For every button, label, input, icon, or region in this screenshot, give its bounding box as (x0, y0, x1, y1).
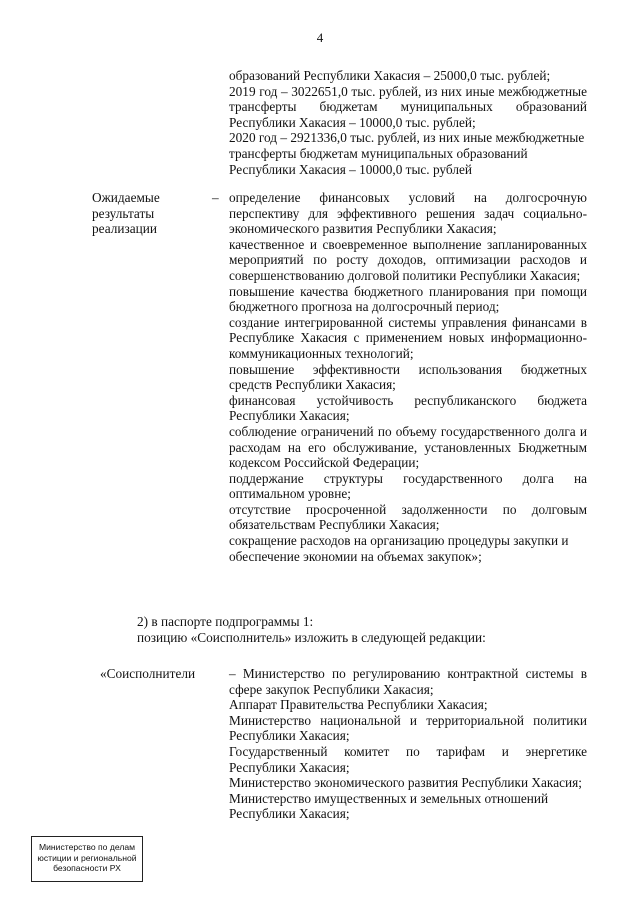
ministry-stamp (31, 836, 143, 882)
result-item: качественное и своевременное выполнение запланированных мероприятий по росту доходов, оптимизации расходов и совершенствованию долговой политики Республики Хакасия; (229, 236, 587, 283)
coexecutor-item: Государственный комитет по тарифам и энергетике Республики Хакасия; (229, 743, 587, 775)
result-item: поддержание структуры государственного долга на оптимальном уровне; (229, 470, 587, 502)
budget-amount-item: 2020 год – 2921336,0 тыс. рублей, из них иные межбюджетные трансферты бюджетам муниципальных образований Республики Хакасия – 10000,0 тыс. рублей (229, 130, 585, 177)
result-item: определение финансовых условий на долгосрочную перспективу для эффективного решения задач социально-экономического развития Республики Хакасия; (229, 190, 587, 237)
results-dash: – (212, 190, 219, 205)
coexecutor-item: – Министерство по регулированию контрактной системы в сфере закупок Республики Хакасия; (229, 666, 587, 697)
stamp-line: юстиции и региональной (37, 852, 137, 863)
results-label: Ожидаемые результаты реализации (92, 190, 160, 237)
instruction-line-2: позицию «Соисполнитель» изложить в следующей редакции: (137, 630, 486, 645)
budget-amounts-block (229, 68, 587, 177)
coexecutor-item: Министерство имущественных и земельных отношений Республики Хакасия; (229, 790, 549, 822)
coexecutor-item: Министерство экономического развития Республики Хакасия; (229, 775, 582, 791)
coexecutor-item: Аппарат Правительства Республики Хакасия; (229, 697, 488, 713)
result-item: соблюдение ограничений по объему государственного долга и расходам на его обслуживание, установленных Бюджетным кодексом Российской Федерации; (229, 423, 587, 471)
coexecutors-list (229, 666, 587, 822)
budget-amount-item: 2019 год – 3022651,0 тыс. рублей, из них иные межбюджетные трансферты бюджетам муниципальных образований Республики Хакасия – 10000,0 тыс. рублей; (229, 83, 587, 130)
coexecutor-item: Министерство национальной и территориальной политики Республики Хакасия; (229, 712, 587, 744)
result-item: сокращение расходов на организацию процедуры закупки и обеспечение экономии на объемах закупок»; (229, 533, 569, 564)
stamp-line: Министерство по делам (38, 842, 136, 852)
result-item: финансовая устойчивость республиканского бюджета Республики Хакасия; (229, 392, 587, 424)
result-item: создание интегрированной системы управления финансами в Республике Хакасия с применением новых информационно-коммуникационных технологий; (229, 314, 587, 361)
results-list (229, 190, 587, 564)
instruction-line-1: 2) в паспорте подпрограммы 1: (137, 614, 314, 629)
stamp-line: безопасности РХ (53, 863, 121, 873)
result-item: отсутствие просроченной задолженности по долговым обязательствам Республики Хакасия; (229, 501, 587, 533)
page-number: 4 (316, 30, 324, 45)
coexecutors-label: «Соисполнители (100, 666, 196, 681)
result-item: повышение качества бюджетного планирования при помощи бюджетного прогноза на долгосрочный период; (229, 283, 587, 315)
budget-amount-item: образований Республики Хакасия – 25000,0 тыс. рублей; (229, 68, 551, 83)
result-item: повышение эффективности использования бюджетных средств Республики Хакасия; (229, 361, 587, 393)
